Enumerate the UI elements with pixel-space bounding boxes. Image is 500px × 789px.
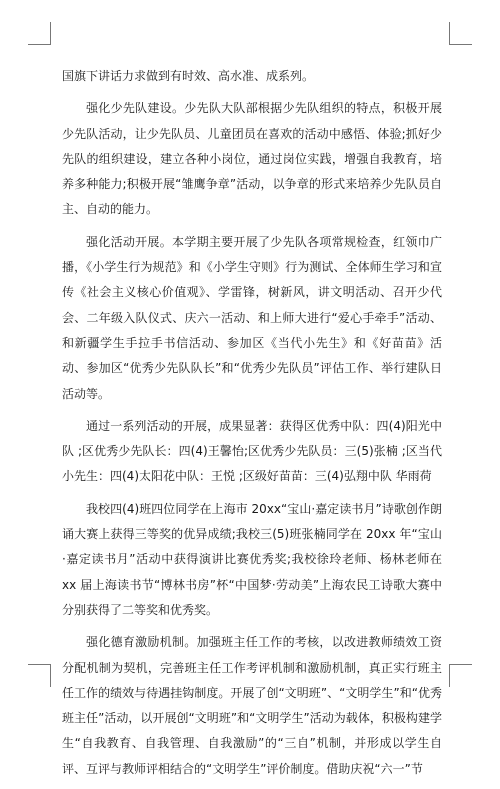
document-body — [62, 64, 442, 789]
crop-mark-top-left — [28, 22, 51, 45]
paragraph-continuation: 国旗下讲话力求做到有时效、高水准、成系列。 — [62, 69, 315, 83]
paragraph-activities: 强化活动开展。本学期主要开展了少先队各项常规检查，红领巾广播，《小学生行为规范》和《小学生守则》行为测试、全体师生学习和宣传《社会主义核心价值观》、学雷锋，树新风，讲文明活动、召开少代会、二年级入队仪式、庆六一活动、和上师大进行“爱心手牵手”活动、和新疆学生手拉手书信活动、参加区《当代小先生》和《好苗苗》活动、参加区“优秀少先队队长”和“优秀少先队员”评估工作、举行建队日活动等。 — [62, 234, 442, 401]
paragraph-young-pioneers: 强化少先队建设。少先队大队部根据少先队组织的特点，积极开展少先队活动，让少先队员、儿童团员在喜欢的活动中感悟、体验;抓好少先队的组织建设，建立各种小岗位，通过岗位实践，增强自我教育，培养多种能力;积极开展“雏鹰争章”活动，以争章的形式来培养少先队员自主、自动的能力。 — [62, 101, 442, 217]
crop-mark-top-right — [449, 22, 472, 45]
crop-mark-bottom-right — [449, 664, 472, 687]
paragraph-incentive-mechanism: 强化德育激励机制。加强班主任工作的考核，以改进教师绩效工资分配机制为契机，完善班主任工作考评机制和激励机制，真正实行班主任工作的绩效与待遇挂钩制度。开展了创“文明班”、“文明学生”和“优秀班主任”活动，以开展创“文明班”和“文明学生”活动为载体，积极构建学生“自我教育、自我管理、自我激励”的“三自”机制，并形成以学生自评、互评与教师评相结合的“文明学生”评价制度。借助庆祝“六一”节 — [62, 635, 442, 776]
paragraph-awards: 我校四(4)班四位同学在上海市 20xx“宝山·嘉定读书月”诗歌创作朗诵大赛上获得三等奖的优异成绩;我校三(5)班张楠同学在 20xx 年“宝山·嘉定读书月”活动中获得演讲比赛优秀奖;我校徐玲老师、杨林老师在 xx 届上海读书节“博林书房”杯“中国梦·劳动美”上海农民工诗歌大赛中分别获得了二等奖和优秀奖。 — [62, 501, 442, 617]
crop-mark-bottom-left — [28, 664, 51, 687]
paragraph-results: 通过一系列活动的开展，成果显著：获得区优秀中队：四(4)阳光中队 ;区优秀少先队长：四(4)王馨怡;区优秀少先队员：三(5)张楠 ;区当代小先生：四(4)太阳花中队：王悦 ;区级好苗苗：三(4)弘翔中队 华雨荷 — [62, 418, 442, 484]
